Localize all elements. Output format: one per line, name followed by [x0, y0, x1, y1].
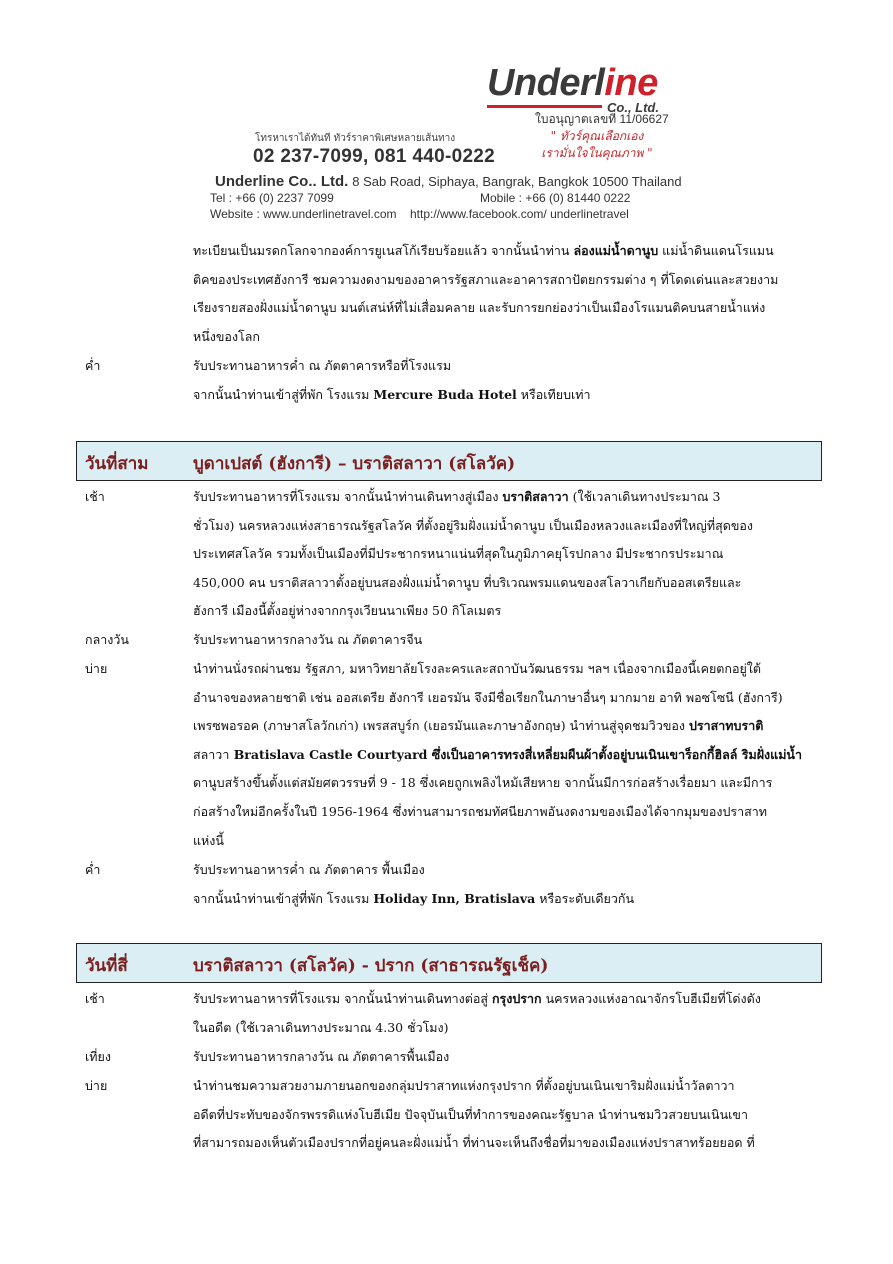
letterhead [205, 58, 685, 228]
text-segment: เพรซพอรอค (ภาษาสโลวักเก่า) เพรสสบูร์ก (เยอรมันและภาษาอังกฤษ) นำท่านสู่จุดชมวิวของ [193, 718, 689, 734]
day4-noon-paragraph [193, 1043, 813, 1072]
company-address: 8 Sab Road, Siphaya, Bangrak, Bangkok 10500 Thailand [352, 174, 682, 189]
text-segment: แม่น้ำดินแดนโรแมน [658, 243, 774, 258]
text-segment: ชั่วโมง) นครหลวงแห่งสาธารณรัฐสโลวัค ที่ตั้งอยู่ริมฝั่งแม่น้ำดานูบ เป็นเมืองหลวงและเมืองที่ใหญ่ที่สุดของ [193, 517, 753, 533]
day3-dinner-label: ค่ำ [85, 862, 101, 877]
text-line [193, 352, 813, 381]
text-line [193, 741, 813, 770]
company-name: Underline Co.. Ltd. [215, 173, 349, 190]
text-line [193, 512, 813, 541]
text-line [193, 569, 813, 598]
text-segment: จากนั้นนำท่านเข้าสู่ที่พัก โรงแรม [193, 890, 374, 906]
logo-subtitle: Co., Ltd. [607, 100, 659, 115]
day4-label: วันที่สี่ [85, 956, 128, 976]
website-link[interactable]: Website : www.underlinetravel.com [210, 207, 397, 221]
text-line [193, 323, 813, 352]
text-segment: เรียงรายสองฝั่งแม่น้ำดานูบ มนต์เสน่ห์ที่ไม่เสื่อมคลาย และรับการยกย่องว่าเป็นเมืองโรแมนติคบนสายน้ำแห่ง [193, 300, 766, 316]
day3-morning-paragraph [193, 483, 813, 626]
text-segment: รับประทานอาหารค่ำ ณ ภัตตาคารหรือที่โรงแรม [193, 358, 452, 373]
day4-afternoon-label: บ่าย [85, 1078, 108, 1093]
slogan-line-1: " ทัวร์คุณเลือกเอง [550, 129, 644, 143]
text-segment: รับประทานอาหารกลางวัน ณ ภัตตาคารจีน [193, 632, 423, 647]
text-line [193, 1072, 813, 1101]
day3-afternoon-paragraph [193, 655, 813, 855]
day3-afternoon-label: บ่าย [85, 661, 108, 676]
text-line [193, 985, 813, 1014]
text-segment: สลาวา [193, 746, 230, 762]
day3-header [76, 441, 822, 481]
tel-number: Tel : +66 (0) 2237 7099 [210, 191, 334, 205]
bold-text: กรุงปราก [491, 991, 542, 1006]
day4-afternoon-paragraph [193, 1072, 813, 1158]
text-line [193, 540, 813, 569]
text-line [193, 798, 813, 827]
text-line [193, 1014, 813, 1043]
text-segment: อดีตที่ประทับของจักรพรรดิแห่งโบฮีเมีย ปัจจุบันเป็นที่ทำการของคณะรัฐบาล นำท่านชมวิวสวยบนเนินเขา [193, 1106, 748, 1122]
text-segment: จากนั้นนำท่านเข้าสู่ที่พัก โรงแรม [193, 386, 374, 402]
logo-underline-bar [487, 105, 602, 108]
bold-text: Holiday Inn, Bratislava [373, 890, 536, 906]
text-segment: แห่งนี้ [193, 832, 224, 848]
text-line [193, 381, 813, 410]
text-segment: ดานูบสร้างขึ้นตั้งแต่สมัยศตวรรษที่ 9 - 18 ซึ่งเคยถูกเพลิงไหม้เสียหาย จากนั้นมีการก่อสร้างเรื่อยมา และมีการ [193, 775, 773, 791]
mobile-number: Mobile : +66 (0) 81440 0222 [480, 191, 631, 205]
bold-text: บราติสลาวา [502, 489, 569, 504]
text-line [193, 1101, 813, 1130]
bold-text: Bratislava Castle Courtyard ซึ่งเป็นอาคารทรงสี่เหลี่ยมผืนผ้าตั้งอยู่บนเนินเขาร็อกกี้ฮิลล์ ริมฝั่งแม่น้ำ [229, 746, 802, 762]
text-segment: ก่อสร้างใหม่อีกครั้งในปี 1956-1964 ซึ่งท่านสามารถชมทัศนียภาพอันงดงามของเมืองได้จากมุมของปราสาท [193, 803, 768, 819]
bold-text: Mercure Buda Hotel [373, 386, 517, 402]
text-segment: หนึ่งของโลก [193, 328, 260, 344]
text-segment: อำนาจของหลายชาติ เช่น ออสเตรีย ฮังการี เยอรมัน จึงมีชื่อเรียกในภาษาอื่นๆ มากมาย อาทิ พอซโซนี (ฮังการี) [193, 689, 783, 705]
text-segment: ฮังการี เมืองนี้ตั้งอยู่ห่างจากกรุงเวียนนาเพียง 50 กิโลเมตร [193, 603, 502, 619]
day4-noon-label: เที่ยง [85, 1049, 111, 1064]
day4-header [76, 943, 822, 983]
text-line [193, 597, 813, 626]
text-line [193, 655, 813, 684]
text-segment: 450,000 คน บราติสลาวาตั้งอยู่บนสองฝั่งแม่น้ำดานูบ ที่บริเวณพรมแดนของสโลวาเกียกับออสเตรียและ [193, 574, 742, 590]
text-line [193, 1129, 813, 1158]
text-segment: รับประทานอาหารกลางวัน ณ ภัตตาคารพื้นเมือง [193, 1049, 450, 1064]
day3-label: วันที่สาม [85, 454, 149, 474]
day3-title: บูดาเปสต์ (ฮังการี) – บราติสลาวา (สโลวัค) [193, 454, 516, 474]
contact-phones [210, 191, 630, 205]
text-segment: ติคของประเทศฮังการี ชมความงดงามของอาคารรัฐสภาและอาคารสถาปัตยกรรมต่าง ๆ ที่โดดเด่นและสวยงาม [193, 271, 779, 287]
slogan-line-2: เรามั่นใจในคุณภาพ " [541, 146, 653, 160]
text-segment: นำท่านชมความสวยงามภายนอกของกลุ่มปราสาทแห่งกรุงปราก ที่ตั้งอยู่บนเนินเขาริมฝั่งแม่น้ำวัลตาวา [193, 1078, 735, 1093]
text-line [193, 237, 813, 266]
text-segment: (ใช้เวลาเดินทางประมาณ 3 [568, 489, 721, 504]
day3-noon-paragraph [193, 626, 813, 655]
day3-morning-label: เช้า [85, 489, 105, 504]
text-line [193, 712, 813, 741]
text-segment: ประเทศสโลวัค รวมทั้งเป็นเมืองที่มีประชากรหนาแน่นที่สุดในภูมิภาคยุโรปกลาง มีประชากรประมาณ [193, 546, 724, 562]
bold-text: ปราสาทบราติ [688, 718, 764, 734]
license-number: ใบอนุญาตเลขที่ 11/06627 [535, 112, 669, 126]
text-line [193, 483, 813, 512]
bold-text: ล่องแม่น้ำดานูบ [573, 243, 659, 258]
facebook-link[interactable]: http://www.facebook.com/ underlinetravel [410, 207, 629, 221]
text-line [193, 827, 813, 856]
day3-noon-label: กลางวัน [85, 632, 129, 647]
slogan [517, 128, 677, 162]
text-line [193, 885, 813, 914]
intro-paragraph [193, 237, 813, 351]
text-line [193, 1043, 813, 1072]
text-line [193, 684, 813, 713]
text-line [193, 769, 813, 798]
text-segment: รับประทานอาหารที่โรงแรม จากนั้นนำท่านเดินทางสู่เมือง [193, 489, 503, 504]
text-segment: รับประทานอาหารที่โรงแรม จากนั้นนำท่านเดินทางต่อสู่ [193, 991, 492, 1006]
company-line [215, 173, 682, 190]
text-line [193, 626, 813, 655]
contact-web [210, 207, 629, 221]
dinner-paragraph [193, 352, 813, 409]
text-segment: นำท่านนั่งรถผ่านชม รัฐสภา, มหาวิทยาลัยโรงละครและสถาบันวัฒนธรรม ฯลฯ เนื่องจากเมืองนี้เคยตกอยู่ใต้ [193, 661, 762, 676]
text-line [193, 294, 813, 323]
dinner-label: ค่ำ [85, 358, 101, 373]
text-segment: หรือเทียบเท่า [516, 386, 591, 402]
day4-title: บราติสลาวา (สโลวัค) - ปราก (สาธารณรัฐเช็ค) [193, 956, 549, 976]
text-segment: หรือระดับเดียวกัน [535, 890, 634, 906]
company-logo: Underline [487, 62, 658, 104]
day3-dinner-paragraph [193, 856, 813, 913]
text-segment: ที่สามารถมองเห็นตัวเมืองปรากที่อยู่คนละฝั่งแม่น้ำ ที่ท่านจะเห็นถึงชื่อที่มาของเมืองแห่งปราสาทร้อยยอด ที่ [193, 1135, 755, 1151]
day4-morning-label: เช้า [85, 991, 105, 1006]
text-segment: รับประทานอาหารค่ำ ณ ภัตตาคาร พื้นเมือง [193, 862, 425, 877]
text-segment: ทะเบียนเป็นมรดกโลกจากองค์การยูเนสโก้เรียบร้อยแล้ว จากนั้นนำท่าน [193, 243, 574, 258]
phone-numbers: 02 237-7099, 081 440-0222 [253, 146, 496, 167]
day4-morning-paragraph [193, 985, 813, 1042]
hotline-label: โทรหาเราได้ทันที ทัวร์ราคาพิเศษหลายเส้นทาง [255, 133, 456, 144]
text-segment: นครหลวงแห่งอาณาจักรโบฮีเมียที่โด่งดัง [541, 991, 761, 1006]
text-line [193, 856, 813, 885]
text-segment: ในอดีต (ใช้เวลาเดินทางประมาณ 4.30 ชั่วโมง) [193, 1019, 449, 1035]
text-line [193, 266, 813, 295]
